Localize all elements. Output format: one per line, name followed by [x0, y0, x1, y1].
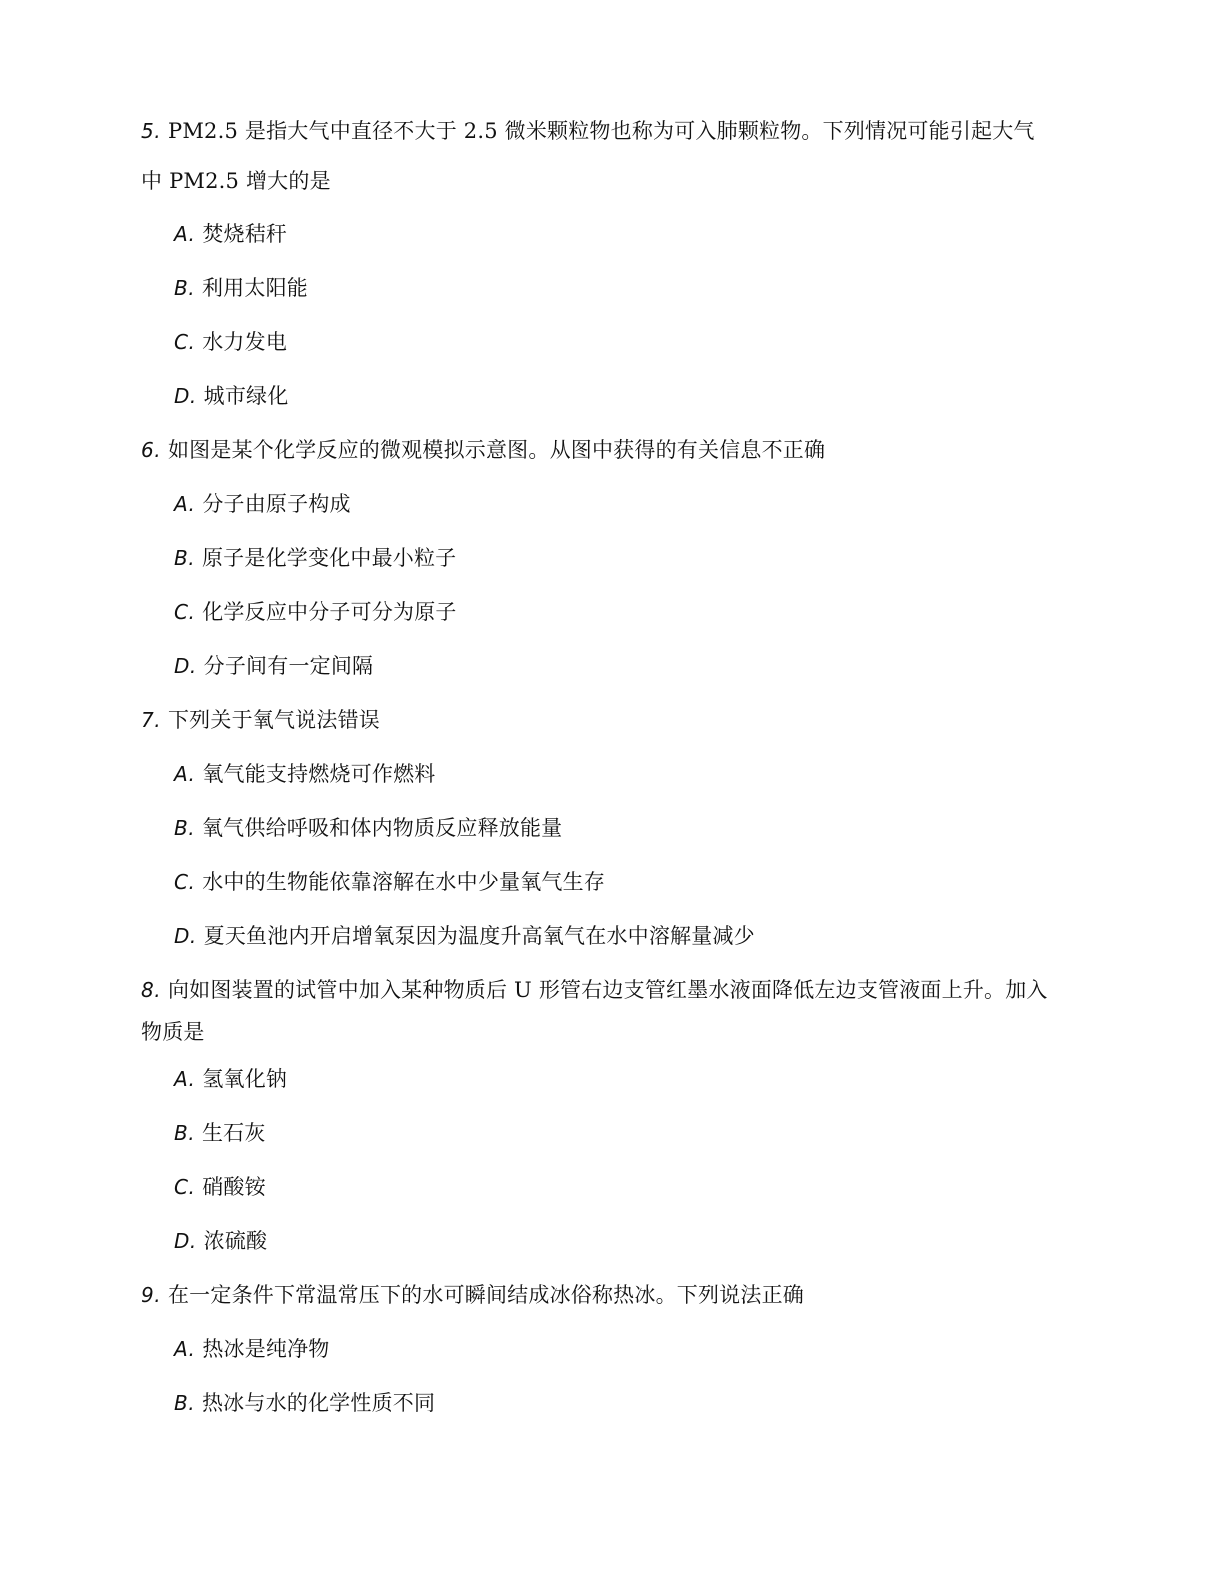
option-letter: B. — [174, 1121, 196, 1145]
question-8-line-1 — [141, 975, 1048, 1005]
option-text: 水中的生物能依靠溶解在水中少量氧气生存 — [202, 870, 606, 894]
option-letter: A. — [174, 1067, 196, 1091]
option-letter: B. — [174, 546, 196, 570]
question-6-line-1 — [141, 435, 825, 465]
option-text: 焚烧秸秆 — [202, 222, 288, 246]
option-text: 氧气能支持燃烧可作燃料 — [202, 762, 436, 786]
option-letter: B. — [174, 276, 196, 300]
question-7-number: 7. — [141, 708, 162, 732]
option-letter: C. — [174, 870, 196, 894]
option-letter: B. — [174, 1391, 196, 1415]
option-text: 原子是化学变化中最小粒子 — [201, 546, 457, 570]
option-text: 分子由原子构成 — [202, 492, 351, 516]
option-text: 浓硫酸 — [203, 1229, 268, 1253]
question-5-option-b — [174, 273, 308, 303]
question-5-text-2: 中 PM2.5 增大的是 — [141, 169, 331, 193]
question-5-option-a — [174, 219, 287, 249]
option-letter: A. — [174, 222, 196, 246]
question-8-line-2 — [141, 1017, 205, 1047]
question-8-text-1: 向如图装置的试管中加入某种物质后 U 形管右边支管红墨水液面降低左边支管液面上升。加入 — [167, 978, 1048, 1002]
option-text: 硝酸铵 — [202, 1175, 266, 1199]
question-5-option-d — [174, 381, 288, 411]
option-letter: C. — [174, 600, 196, 624]
question-8-option-c — [174, 1172, 266, 1202]
question-5-option-c — [174, 327, 287, 357]
question-9-line-1 — [141, 1280, 804, 1310]
option-text: 利用太阳能 — [201, 276, 308, 300]
question-6-option-c — [174, 597, 457, 627]
option-text: 城市绿化 — [203, 384, 289, 408]
question-5-text-1: PM2.5 是指大气中直径不大于 2.5 微米颗粒物也称为可入肺颗粒物。下列情况可能引起大气 — [167, 119, 1035, 143]
question-9-option-b — [174, 1388, 435, 1418]
option-text: 生石灰 — [201, 1121, 266, 1145]
option-text: 水力发电 — [202, 330, 288, 354]
option-letter: A. — [174, 762, 196, 786]
option-letter: A. — [174, 1337, 196, 1361]
question-8-option-b — [174, 1118, 266, 1148]
option-text: 夏天鱼池内开启增氧泵因为温度升高氧气在水中溶解量减少 — [203, 924, 755, 948]
question-6-number: 6. — [141, 438, 162, 462]
question-7-option-a — [174, 759, 436, 789]
question-9-text-1: 在一定条件下常温常压下的水可瞬间结成冰俗称热冰。下列说法正确 — [167, 1283, 804, 1307]
option-text: 化学反应中分子可分为原子 — [202, 600, 457, 624]
question-8-text-2: 物质是 — [141, 1020, 205, 1044]
question-6-option-d — [174, 651, 373, 681]
question-7-text-1: 下列关于氧气说法错误 — [167, 708, 380, 732]
option-text: 热冰是纯净物 — [202, 1337, 330, 1361]
question-8-option-d — [174, 1226, 267, 1256]
question-6-text-1: 如图是某个化学反应的微观模拟示意图。从图中获得的有关信息不正确 — [167, 438, 826, 462]
question-8-number: 8. — [141, 978, 162, 1002]
question-9-number: 9. — [141, 1283, 162, 1307]
option-letter: A. — [174, 492, 196, 516]
option-letter: C. — [174, 330, 196, 354]
question-8-option-a — [174, 1064, 287, 1094]
question-7-line-1 — [141, 705, 380, 735]
option-text: 氧气供给呼吸和体内物质反应释放能量 — [201, 816, 563, 840]
option-text: 氢氧化钠 — [202, 1067, 288, 1091]
question-7-option-b — [174, 813, 562, 843]
option-text: 热冰与水的化学性质不同 — [201, 1391, 436, 1415]
question-5-line-1 — [141, 116, 1035, 146]
question-9-option-a — [174, 1334, 330, 1364]
option-text: 分子间有一定间隔 — [203, 654, 374, 678]
option-letter: D. — [174, 384, 197, 408]
question-6-option-a — [174, 489, 351, 519]
option-letter: C. — [174, 1175, 196, 1199]
option-letter: B. — [174, 816, 196, 840]
option-letter: D. — [174, 654, 197, 678]
question-7-option-d — [174, 921, 755, 951]
option-letter: D. — [174, 924, 197, 948]
question-5-line-2 — [141, 166, 331, 196]
question-6-option-b — [174, 543, 456, 573]
option-letter: D. — [174, 1229, 197, 1253]
question-7-option-c — [174, 867, 605, 897]
question-5-number: 5. — [141, 119, 162, 143]
